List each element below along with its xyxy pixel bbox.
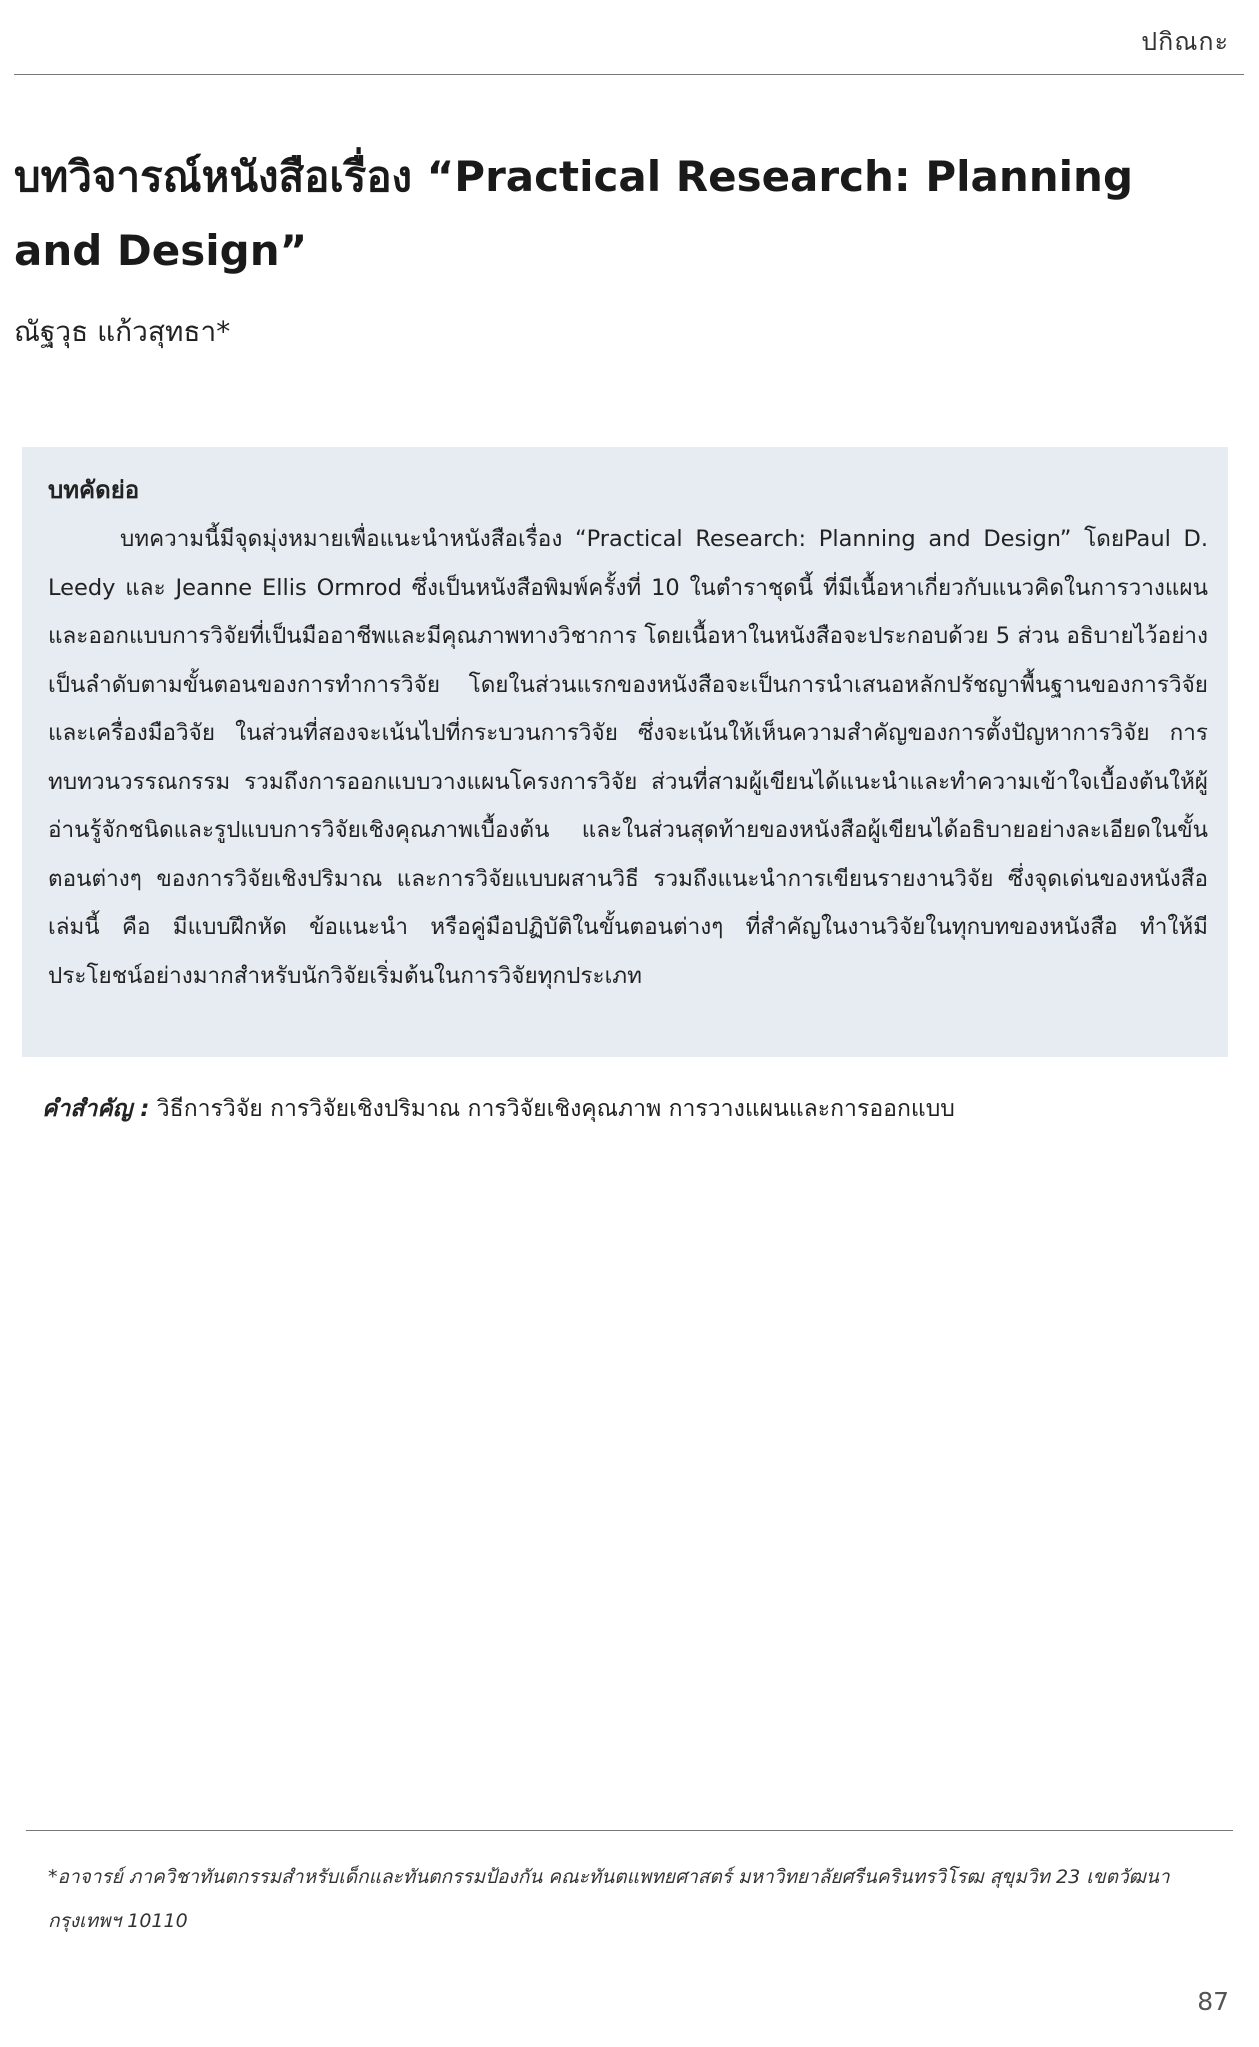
abstract-box (22, 447, 1228, 1057)
footnote: *อาจารย์ ภาควิชาทันตกรรมสำหรับเด็กและทันตกรรมป้องกัน คณะทันตแพทยศาสตร์ มหาวิทยาลัยศรีนครินทรวิโรฒ สุขุมวิท 23 เขตวัฒนา กรุงเทพฯ 10110 (48, 1866, 1170, 1932)
footnote-divider (26, 1830, 1233, 1831)
abstract-heading: บทคัดย่อ (48, 476, 140, 504)
section-label: ปกิณกะ (1141, 27, 1229, 56)
keywords (42, 1092, 1232, 1126)
header-divider (14, 74, 1244, 75)
page-number: 87 (1197, 1987, 1229, 2016)
keywords-text: วิธีการวิจัย การวิจัยเชิงปริมาณ การวิจัยเชิงคุณภาพ การวางแผนและการออกแบบ (156, 1096, 955, 1122)
keywords-label: คำสำคัญ : (42, 1096, 150, 1122)
author-name: ณัฐวุธ แก้วสุทธา* (14, 315, 231, 348)
article-title: บทวิจารณ์หนังสือเรื่อง “Practical Research: Planning and Design” (14, 152, 1134, 275)
abstract-body: บทความนี้มีจุดมุ่งหมายเพื่อแนะนำหนังสือเรื่อง “Practical Research: Planning and Design” โดยPaul D. Leedy และ Jeanne Ellis Ormrod ซึ่งเป็นหนังสือพิมพ์ครั้งที่ 10 ในตำราชุดนี้ ที่มีเนื้อหาเกี่ยวกับแนวคิดในการวางแผนและออกแบบการวิจัยที่เป็นมืออาชีพและมีคุณภาพทางวิชาการ โดยเนื้อหาในหนังสือจะประกอบด้วย 5 ส่วน อธิบายไว้อย่างเป็นลำดับตามขั้นตอนของการทำการวิจัย โดยในส่วนแรกของหนังสือจะเป็นการนำเสนอหลักปรัชญาพื้นฐานของการวิจัยและเครื่องมือวิจัย ในส่วนที่สองจะเน้นไปที่กระบวนการวิจัย ซึ่งจะเน้นให้เห็นความสำคัญของการตั้งปัญหาการวิจัย การทบทวนวรรณกรรม รวมถึงการออกแบบวางแผนโครงการวิจัย ส่วนที่สามผู้เขียนได้แนะนำและทำความเข้าใจเบื้องต้นให้ผู้อ่านรู้จักชนิดและรูปแบบการวิจัยเชิงคุณภาพเบื้องต้น และในส่วนสุดท้ายของหนังสือผู้เขียนได้อธิบายอย่างละเอียดในขั้นตอนต่างๆ ของการวิจัยเชิงปริมาณ และการวิจัยแบบผสานวิธี รวมถึงแนะนำการเขียนรายงานวิจัย ซึ่งจุดเด่นของหนังสือเล่มนี้ คือ มีแบบฝึกหัด ข้อแนะนำ หรือคู่มือปฏิบัติในขั้นตอนต่างๆ ที่สำคัญในงานวิจัยในทุกบทของหนังสือ ทำให้มีประโยชน์อย่างมากสำหรับนักวิจัยเริ่มต้นในการวิจัยทุกประเภท (48, 526, 1208, 989)
